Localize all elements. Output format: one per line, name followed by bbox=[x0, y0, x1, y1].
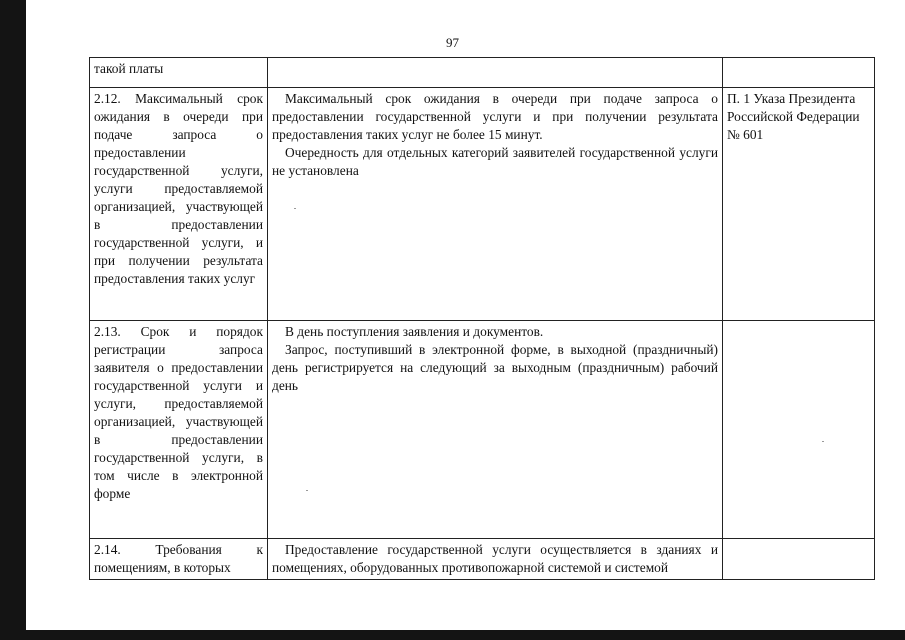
table-cell-content bbox=[268, 321, 723, 539]
table-cell-legal-basis bbox=[723, 88, 875, 321]
table-cell-legal-basis bbox=[723, 321, 875, 539]
table-cell-service-stage bbox=[90, 539, 268, 580]
table-cell-legal-basis bbox=[723, 58, 875, 88]
scan-edge-bottom bbox=[0, 630, 905, 640]
table-row bbox=[90, 58, 875, 88]
scan-speck bbox=[822, 441, 824, 442]
table-cell-content bbox=[268, 539, 723, 580]
scan-edge-left bbox=[0, 0, 26, 640]
cell-paragraph: Предоставление государственной услуги осуществляется в зданиях и помещениях, оборудованных противопожарной системой и системой bbox=[272, 542, 718, 575]
cell-paragraph: В день поступления заявления и документов. bbox=[285, 324, 544, 339]
cell-text: 2.12. Максимальный срок ожидания в очереди при подаче запроса о предоставлении государственной услуги, услуги предоставляемой организацией, участвующей в предоставлении государственной услуги, и при получении результата предоставления таких услуг bbox=[94, 91, 263, 286]
scan-speck bbox=[294, 208, 296, 209]
table-cell-service-stage bbox=[90, 58, 268, 88]
table-row bbox=[90, 321, 875, 539]
table-cell-legal-basis bbox=[723, 539, 875, 580]
cell-text: такой платы bbox=[94, 61, 164, 76]
table-cell-service-stage bbox=[90, 88, 268, 321]
table-row bbox=[90, 88, 875, 321]
table-cell-service-stage bbox=[90, 321, 268, 539]
cell-text: 2.13. Срок и порядок регистрации запроса заявителя о предоставлении государственной услуги и услуги, предоставляемой организацией, участвующей в предоставлении государственной услуги, в том числе в электронной форме bbox=[94, 324, 263, 501]
table-cell-content bbox=[268, 88, 723, 321]
table-row bbox=[90, 539, 875, 580]
page-number: 97 bbox=[446, 35, 459, 50]
cell-text: 2.14. Требования к помещениям, в которых bbox=[94, 542, 263, 575]
regulation-table bbox=[89, 57, 875, 580]
cell-paragraph: Очередность для отдельных категорий заявителей государственной услуги не установлена bbox=[272, 145, 718, 178]
table-cell-content bbox=[268, 58, 723, 88]
cell-paragraph: Запрос, поступивший в электронной форме, в выходной (праздничный) день регистрируется на следующий за выходным (праздничным) рабочий день bbox=[272, 342, 718, 393]
cell-text: П. 1 Указа Президента Российской Федерации № 601 bbox=[727, 91, 860, 142]
scan-speck bbox=[306, 490, 308, 491]
cell-paragraph: Максимальный срок ожидания в очереди при подаче запроса о предоставлении государственной услуги и при получении результата предоставления таких услуг не более 15 минут. bbox=[272, 91, 718, 142]
